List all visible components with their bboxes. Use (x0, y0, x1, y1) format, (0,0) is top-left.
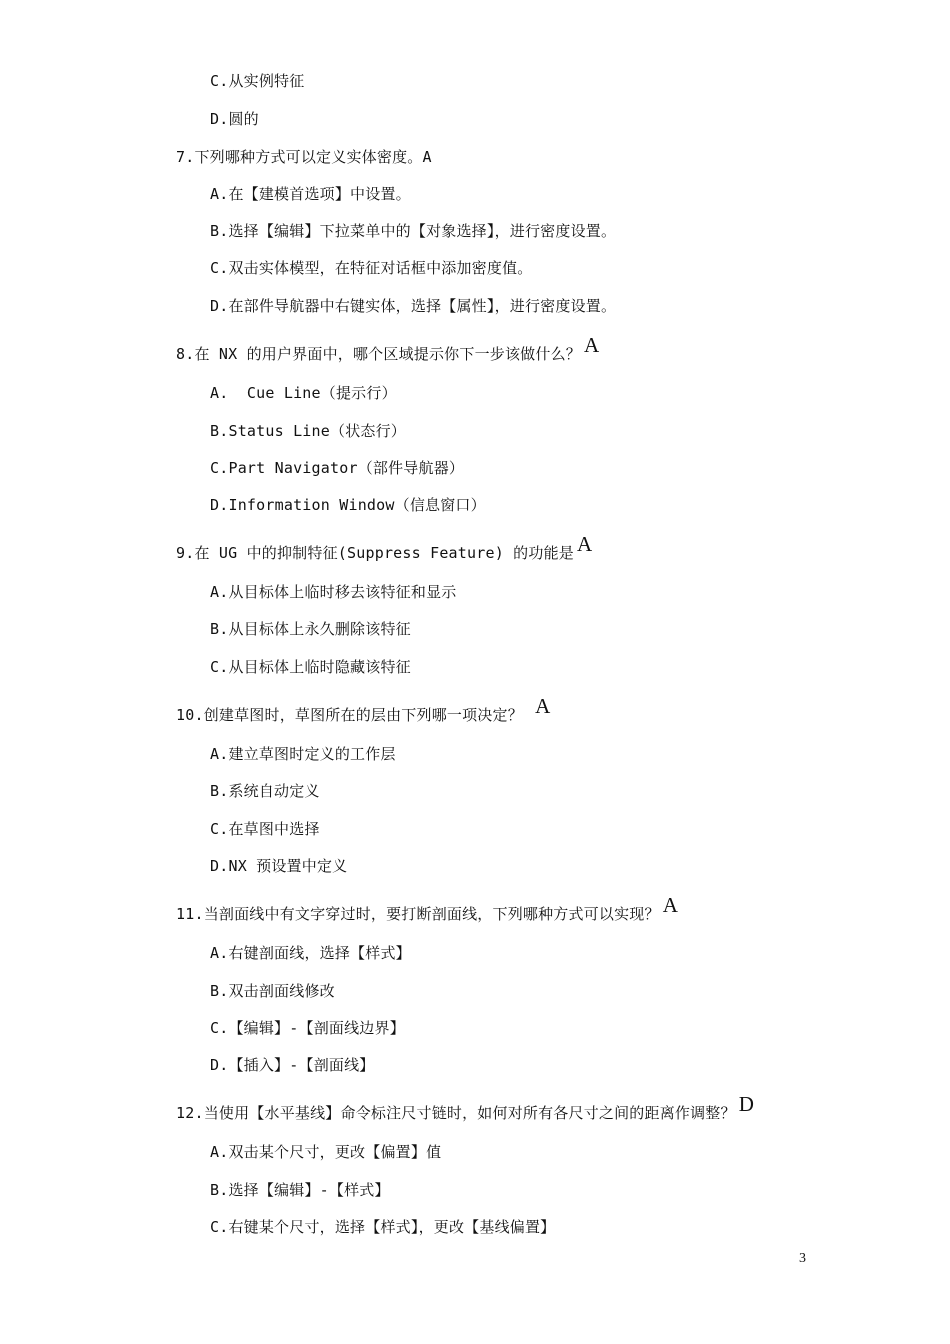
question-8-option-c: C.Part Navigator（部件导航器） (210, 459, 465, 477)
question-9-answer: A (576, 532, 593, 556)
question-12-option-c: C.右键某个尺寸，选择【样式】，更改【基线偏置】 (210, 1218, 556, 1236)
page-number: 3 (799, 1251, 806, 1266)
question-11-answer: A (662, 893, 679, 917)
prev-question-option-d: D.圆的 (210, 110, 259, 128)
question-10-option-a: A.建立草图时定义的工作层 (210, 745, 396, 763)
question-10 (176, 694, 551, 725)
question-12-answer: D (738, 1092, 755, 1116)
question-8-option-b: B.Status Line（状态行） (210, 422, 407, 440)
question-12-option-b: B.选择【编辑】-【样式】 (210, 1181, 390, 1199)
question-10-option-c: C.在草图中选择 (210, 820, 320, 838)
question-9-option-c: C.从目标体上临时隐藏该特征 (210, 658, 411, 676)
question-11-text: 11.当剖面线中有文字穿过时，要打断剖面线，下列哪种方式可以实现？ (176, 905, 660, 923)
question-9-option-a: A.从目标体上临时移去该特征和显示 (210, 583, 457, 601)
question-11-option-c: C.【编辑】-【剖面线边界】 (210, 1019, 405, 1037)
question-10-option-d: D.NX 预设置中定义 (210, 857, 348, 875)
question-10-answer: A (535, 694, 551, 718)
question-8-option-a: A. Cue Line（提示行） (210, 384, 397, 402)
question-11-option-a: A.右键剖面线，选择【样式】 (210, 944, 411, 962)
question-10-option-b: B.系统自动定义 (210, 782, 320, 800)
question-7-option-b: B.选择【编辑】下拉菜单中的【对象选择】，进行密度设置。 (210, 222, 617, 240)
question-9 (176, 532, 593, 563)
prev-question-option-c: C.从实例特征 (210, 72, 305, 90)
question-12 (176, 1092, 755, 1123)
question-7-option-c: C.双击实体模型，在特征对话框中添加密度值。 (210, 259, 533, 277)
question-8-answer: A (584, 333, 600, 357)
question-8 (176, 333, 600, 364)
question-7-option-d: D.在部件导航器中右键实体，选择【属性】，进行密度设置。 (210, 297, 617, 315)
question-7-text: 7.下列哪种方式可以定义实体密度。A (176, 148, 432, 166)
question-9-text: 9.在 UG 中的抑制特征(Suppress Feature) 的功能是 (176, 544, 574, 562)
question-8-text: 8.在 NX 的用户界面中，哪个区域提示你下一步该做什么？ (176, 345, 581, 363)
question-8-option-d: D.Information Window（信息窗口） (210, 496, 486, 514)
question-11 (176, 893, 679, 924)
question-11-option-b: B.双击剖面线修改 (210, 982, 335, 1000)
question-10-text: 10.创建草图时，草图所在的层由下列哪一项决定？ (176, 706, 533, 724)
question-9-option-b: B.从目标体上永久删除该特征 (210, 620, 411, 638)
question-7-option-a: A.在【建模首选项】中设置。 (210, 185, 411, 203)
question-12-option-a: A.双击某个尺寸，更改【偏置】值 (210, 1143, 442, 1161)
question-11-option-d: D.【插入】-【剖面线】 (210, 1056, 375, 1074)
question-12-text: 12.当使用【水平基线】命令标注尺寸链时，如何对所有各尺寸之间的距离作调整？ (176, 1104, 736, 1122)
